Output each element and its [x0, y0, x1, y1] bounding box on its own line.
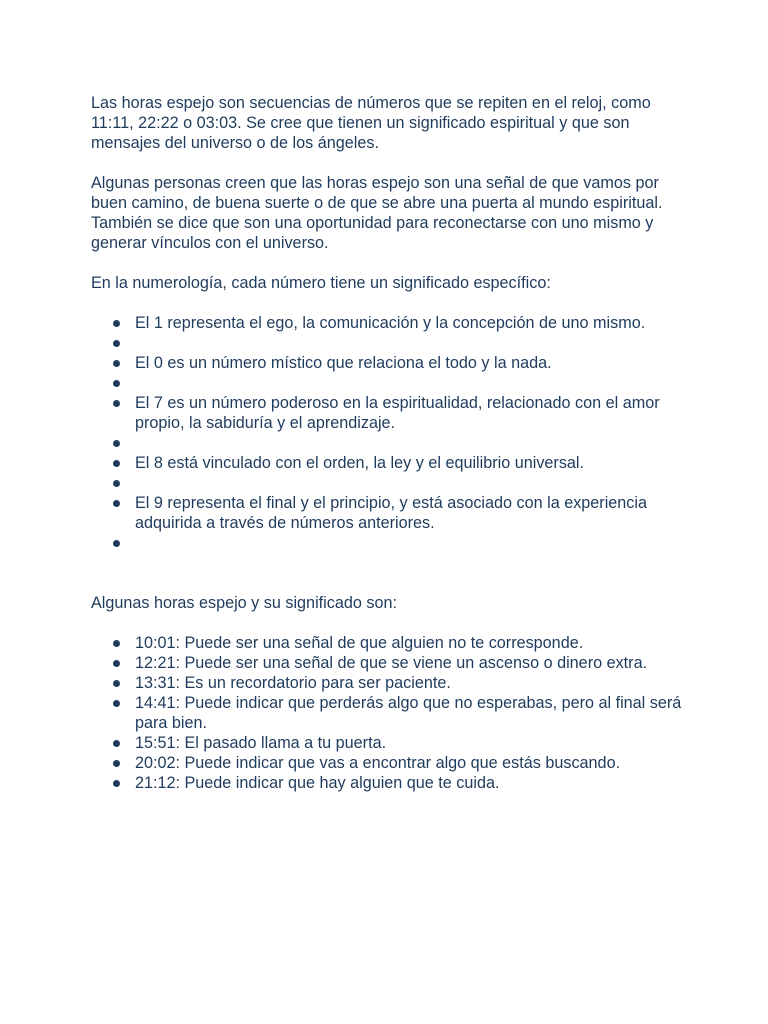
- list-item-text: El 1 representa el ego, la comunicación y la concepción de uno mismo.: [135, 314, 646, 332]
- list-item: [91, 753, 691, 773]
- list-item-text: El 7 es un número poderoso en la espiritualidad, relacionado con el amor propio, la sabiduría y el aprendizaje.: [135, 394, 660, 432]
- bullet-icon: [113, 760, 120, 767]
- list-item: [91, 693, 691, 733]
- bullet-icon: [113, 320, 120, 327]
- bullet-icon: [113, 460, 120, 467]
- bullet-icon: [113, 740, 120, 747]
- list-item-text: 21:12: Puede indicar que hay alguien que te cuida.: [135, 774, 500, 792]
- document-page: [91, 93, 691, 813]
- list-item: [91, 673, 691, 693]
- list-item: [91, 313, 691, 333]
- list-item: [91, 333, 691, 353]
- list-item-text: 13:31: Es un recordatorio para ser paciente.: [135, 674, 451, 692]
- list-item-text: 15:51: El pasado llama a tu puerta.: [135, 734, 387, 752]
- list-item: [91, 373, 691, 393]
- intro-paragraph: Las horas espejo son secuencias de números que se repiten en el reloj, como 11:11, 22:22 o 03:03. Se cree que tienen un significado espiritual y que son mensajes del universo o de los ángeles.: [91, 94, 651, 152]
- list-item: [91, 393, 691, 433]
- list-item: [91, 733, 691, 753]
- numerology-list: [91, 313, 691, 553]
- list-item-text: El 0 es un número místico que relaciona el todo y la nada.: [135, 354, 552, 372]
- numerology-intro-paragraph: En la numerología, cada número tiene un significado específico:: [91, 274, 551, 292]
- list-item-text: 20:02: Puede indicar que vas a encontrar algo que estás buscando.: [135, 754, 621, 772]
- bullet-icon: [113, 660, 120, 667]
- list-item-text: 12:21: Puede ser una señal de que se viene un ascenso o dinero extra.: [135, 654, 648, 672]
- list-item-text: 10:01: Puede ser una señal de que alguien no te corresponde.: [135, 634, 584, 652]
- meanings-intro-paragraph: Algunas horas espejo y su significado son:: [91, 594, 397, 612]
- list-item: [91, 493, 691, 533]
- list-item: [91, 473, 691, 493]
- blank-line: [91, 573, 691, 593]
- list-item-text: 14:41: Puede indicar que perderás algo que no esperabas, pero al final será para bien.: [135, 694, 682, 732]
- bullet-icon: [113, 700, 120, 707]
- list-item: [91, 773, 691, 793]
- bullet-icon: [113, 640, 120, 647]
- list-item: [91, 533, 691, 553]
- bullet-icon: [113, 540, 120, 547]
- bullet-icon: [113, 780, 120, 787]
- belief-paragraph: Algunas personas creen que las horas espejo son una señal de que vamos por buen camino, de buena suerte o de que se abre una puerta al mundo espiritual. También se dice que son una oportunidad para reconectarse con uno mismo y generar vínculos con el universo.: [91, 174, 663, 252]
- list-item-text: El 8 está vinculado con el orden, la ley y el equilibrio universal.: [135, 454, 585, 472]
- list-item: [91, 353, 691, 373]
- bullet-icon: [113, 340, 120, 347]
- list-item: [91, 633, 691, 653]
- bullet-icon: [113, 680, 120, 687]
- bullet-icon: [113, 500, 120, 507]
- list-item: [91, 453, 691, 473]
- bullet-icon: [113, 480, 120, 487]
- meanings-list: [91, 633, 691, 793]
- list-item: [91, 653, 691, 673]
- bullet-icon: [113, 380, 120, 387]
- list-item: [91, 433, 691, 453]
- bullet-icon: [113, 400, 120, 407]
- list-item-text: El 9 representa el final y el principio, y está asociado con la experiencia adquirida a través de números anteriores.: [135, 494, 647, 532]
- bullet-icon: [113, 440, 120, 447]
- bullet-icon: [113, 360, 120, 367]
